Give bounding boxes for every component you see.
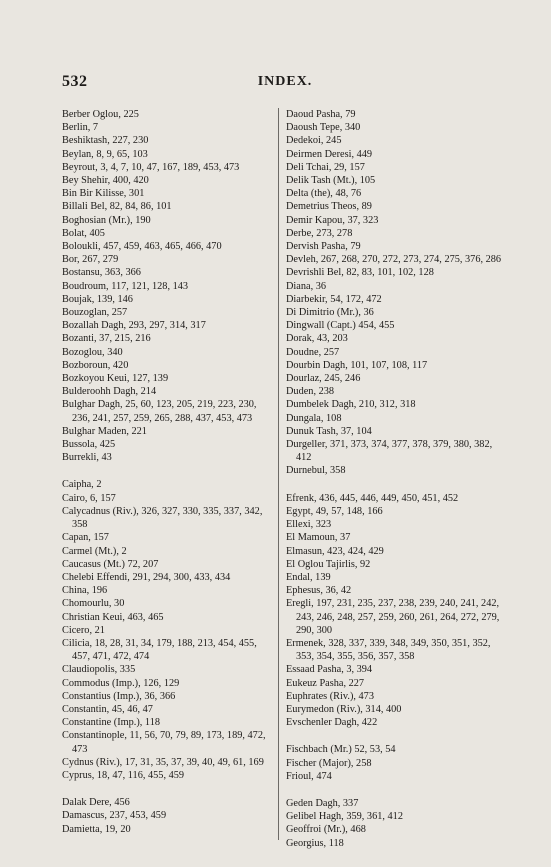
index-entry: Diana, 36: [286, 280, 327, 292]
index-entry: Durgeller, 371, 373, 374, 377, 378, 379, 380, 382, 412: [286, 439, 493, 464]
index-entry: Bozanti, 37, 215, 216: [62, 333, 151, 345]
index-entry: Cairo, 6, 157: [62, 492, 116, 504]
letter-group-gap: [286, 783, 504, 797]
index-entry: Constantius (Imp.), 36, 366: [62, 690, 176, 702]
index-entry: Dervish Pasha, 79: [286, 241, 361, 253]
index-entry: Chelebi Effendi, 291, 294, 300, 433, 434: [62, 571, 231, 583]
page-title: INDEX.: [257, 74, 313, 89]
index-entry: Bozboroun, 420: [62, 359, 129, 371]
index-entry: Beylan, 8, 9, 65, 103: [62, 148, 148, 160]
index-entry: Devleh, 267, 268, 270, 272, 273, 274, 275, 376, 286: [286, 254, 502, 266]
letter-group-gap: [62, 782, 274, 796]
index-entry: Chomourlu, 30: [62, 598, 125, 610]
index-entry: Bulghar Maden, 221: [62, 425, 147, 437]
index-entry: Commodus (Imp.), 126, 129: [62, 677, 180, 689]
index-entry: Derbe, 273, 278: [286, 227, 353, 239]
index-entry: Constantinople, 11, 56, 70, 79, 89, 173, 189, 472, 473: [62, 730, 266, 755]
index-entry: Di Dimitrio (Mr.), 36: [286, 307, 374, 319]
index-entry: Constantine (Imp.), 118: [62, 717, 160, 729]
index-entry: Geden Dagh, 337: [286, 797, 359, 809]
index-entry: Berber Oglou, 225: [62, 109, 139, 120]
index-entry: Ellexi, 323: [286, 519, 332, 531]
index-entry: Deirmen Deresi, 449: [286, 148, 373, 160]
index-entry: Bussola, 425: [62, 439, 116, 451]
index-entry: Durnebul, 358: [286, 465, 346, 477]
index-entry: Caucasus (Mt.) 72, 207: [62, 558, 159, 570]
index-entry: Dungala, 108: [286, 412, 342, 424]
index-entry: Duden, 238: [286, 386, 335, 398]
index-entry: Capan, 157: [62, 532, 109, 544]
index-entry: Euphrates (Riv.), 473: [286, 690, 374, 702]
index-entry: Georgius, 118: [286, 837, 344, 849]
index-entry: Dingwall (Capt.) 454, 455: [286, 320, 395, 332]
index-entry: Bostansu, 363, 366: [62, 267, 141, 279]
index-entry: Cyprus, 18, 47, 116, 455, 459: [62, 769, 185, 781]
index-entry: Eukeuz Pasha, 227: [286, 677, 365, 689]
index-entry: Evschenler Dagh, 422: [286, 717, 378, 729]
index-entry: Christian Keui, 463, 465: [62, 611, 164, 623]
index-entry: Bozoglou, 340: [62, 346, 123, 358]
index-entry: Dalak Dere, 456: [62, 797, 130, 809]
column-divider: [278, 108, 279, 840]
index-entry: Ephesus, 36, 42: [286, 585, 352, 597]
letter-group-gap: [62, 464, 274, 478]
index-entry: Deli Tchai, 29, 157: [286, 161, 365, 173]
index-entry: Dunuk Tash, 37, 104: [286, 425, 372, 437]
index-entry: Delik Tash (Mt.), 105: [286, 175, 376, 187]
index-entry: Boudroum, 117, 121, 128, 143: [62, 280, 189, 292]
index-entry: Devrishli Bel, 82, 83, 101, 102, 128: [286, 267, 434, 279]
index-entry: Diarbekir, 54, 172, 472: [286, 293, 382, 305]
index-entry: Endal, 139: [286, 571, 331, 583]
index-entry: Geoffroi (Mr.), 468: [286, 824, 366, 836]
index-entry: Burrekli, 43: [62, 452, 112, 464]
index-entry: Dourbin Dagh, 101, 107, 108, 117: [286, 359, 428, 371]
index-entry: Dorak, 43, 203: [286, 333, 348, 345]
index-entry: Bozkoyou Keui, 127, 139: [62, 373, 169, 385]
index-entry: Constantin, 45, 46, 47: [62, 703, 153, 715]
index-column-left: [62, 108, 274, 836]
index-entry: Boloukli, 457, 459, 463, 465, 466, 470: [62, 241, 222, 253]
index-entry: Daoush Tepe, 340: [286, 122, 361, 134]
index-entry: El Oglou Tajirlis, 92: [286, 558, 371, 570]
index-entry: Doudne, 257: [286, 346, 340, 358]
index-entry: Delta (the), 48, 76: [286, 188, 362, 200]
index-entry: Carmel (Mt.), 2: [62, 545, 127, 557]
index-column-right: [286, 108, 504, 850]
index-entry: Bin Bir Kilisse, 301: [62, 188, 145, 200]
index-entry: Efrenk, 436, 445, 446, 449, 450, 451, 452: [286, 492, 459, 504]
index-entry: Berlin, 7: [62, 122, 99, 134]
index-entry: Demetrius Theos, 89: [286, 201, 372, 213]
index-entry: Ermenek, 328, 337, 339, 348, 349, 350, 351, 352, 353, 354, 355, 356, 357, 358: [286, 637, 491, 663]
index-entry: Fischbach (Mr.) 52, 53, 54: [286, 744, 396, 756]
index-entry: Demir Kapou, 37, 323: [286, 214, 379, 226]
index-entry: Daoud Pasha, 79: [286, 109, 356, 120]
index-entry: Boghosian (Mr.), 190: [62, 214, 151, 226]
index-entry: Boujak, 139, 146: [62, 293, 133, 305]
index-entry: Bulghar Dagh, 25, 60, 123, 205, 219, 223, 230, 236, 241, 257, 259, 265, 288, 437, 453, 473: [62, 399, 257, 424]
index-entry: Dedekoi, 245: [286, 135, 342, 147]
index-entry: Bor, 267, 279: [62, 254, 119, 266]
index-entry: Beshiktash, 227, 230: [62, 135, 149, 147]
index-entry: Essaad Pasha, 3, 394: [286, 664, 373, 676]
index-entry: Bozallah Dagh, 293, 297, 314, 317: [62, 320, 206, 332]
index-entry: Bey Shehir, 400, 420: [62, 175, 149, 187]
index-entry: Bolat, 405: [62, 227, 105, 239]
index-entry: Cilicia, 18, 28, 31, 34, 179, 188, 213, 454, 455, 457, 471, 472, 474: [62, 637, 257, 663]
page-number: 532: [62, 73, 88, 90]
index-entry: Eurymedon (Riv.), 314, 400: [286, 703, 402, 715]
index-entry: Fischer (Major), 258: [286, 757, 372, 769]
index-entry: China, 196: [62, 585, 108, 597]
page-header: [62, 73, 508, 93]
index-entry: Damascus, 237, 453, 459: [62, 810, 167, 822]
index-entry: Eregli, 197, 231, 235, 237, 238, 239, 240, 241, 242, 243, 246, 248, 257, 259, 260, 261, 264, 272, 279, 290, 300: [286, 598, 500, 636]
index-entry: Bouzoglan, 257: [62, 307, 128, 319]
index-entry: Beyrout, 3, 4, 7, 10, 47, 167, 189, 453, 473: [62, 161, 240, 173]
index-entry: Damietta, 19, 20: [62, 823, 131, 835]
index-entry: Elmasun, 423, 424, 429: [286, 545, 384, 557]
letter-group-gap: [286, 478, 504, 492]
index-entry: El Mamoun, 37: [286, 532, 351, 544]
index-entry: Calycadnus (Riv.), 326, 327, 330, 335, 337, 342, 358: [62, 505, 263, 531]
index-entry: Claudiopolis, 335: [62, 664, 136, 676]
index-entry: Gelibel Hagh, 359, 361, 412: [286, 811, 403, 823]
index-entry: Dourlaz, 245, 246: [286, 373, 361, 385]
index-entry: Dumbelek Dagh, 210, 312, 318: [286, 399, 416, 411]
index-entry: Egypt, 49, 57, 148, 166: [286, 505, 383, 517]
index-entry: Cicero, 21: [62, 624, 105, 636]
index-entry: Caipha, 2: [62, 479, 102, 491]
index-entry: Frioul, 474: [286, 770, 332, 782]
index-entry: Bulderoohh Dagh, 214: [62, 386, 157, 398]
letter-group-gap: [286, 729, 504, 743]
index-entry: Cydnus (Riv.), 17, 31, 35, 37, 39, 40, 49, 61, 169: [62, 756, 264, 768]
index-entry: Billali Bel, 82, 84, 86, 101: [62, 201, 172, 213]
